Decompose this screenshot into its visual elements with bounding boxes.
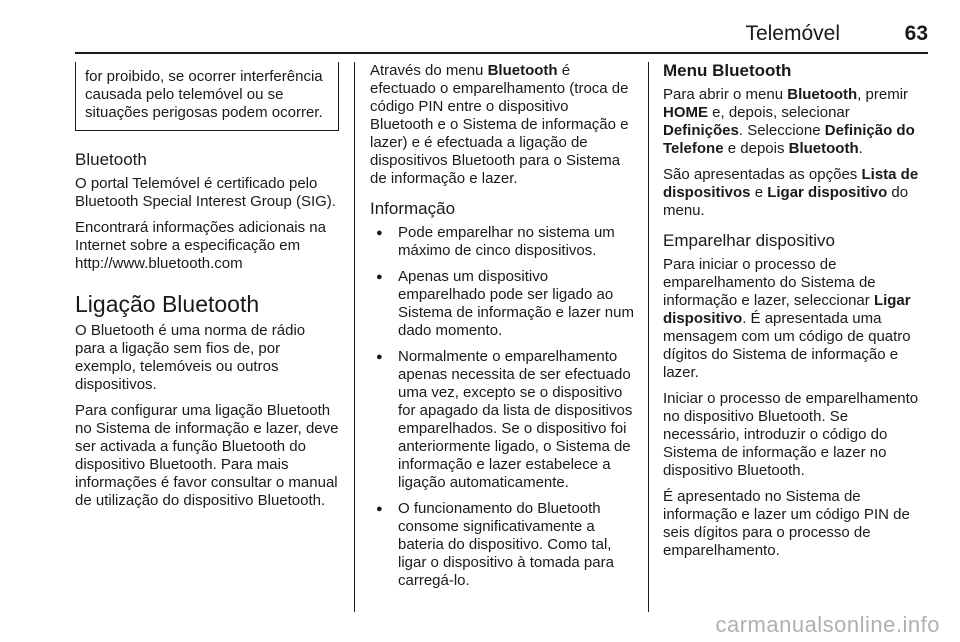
heading-ligacao-bluetooth: Ligação Bluetooth: [75, 291, 260, 317]
heading-emparelhar: Emparelhar dispositivo: [663, 231, 835, 250]
list-item: ● Apenas um dispositivo emparelhado pode ser ligado ao Sistema de informação e lazer num dado momento.: [370, 268, 634, 340]
heading-menu-bluetooth: Menu Bluetooth: [663, 61, 792, 80]
column-2: [370, 62, 634, 598]
paragraph-options: São apresentadas as opções Lista de dispositivos e Ligar dispositivo do menu.: [663, 166, 919, 219]
paragraph-certification: O portal Telemóvel é certificado pelo Bluetooth Special Interest Group (SIG).: [75, 175, 336, 210]
paragraph-device-pairing: Iniciar o processo de emparelhamento no dispositivo Bluetooth. Se necessário, introduzir o código do Sistema de informação e lazer no dispositivo Bluetooth.: [663, 390, 919, 479]
column-divider-1: [354, 62, 355, 612]
header-rule: [75, 52, 928, 54]
paragraph-bluetooth-norm: O Bluetooth é uma norma de rádio para a ligação sem fios de, por exemplo, telemóveis ou outros dispositivos.: [75, 322, 306, 393]
note-text: for proibido, se ocorrer interferência causada pelo telemóvel ou se situações perigosas podem ocorrer.: [85, 68, 323, 121]
page-number: 63: [904, 22, 928, 45]
note-box: [75, 62, 339, 131]
heading-bluetooth: Bluetooth: [75, 150, 147, 169]
watermark: carmanualsonline.info: [715, 612, 940, 637]
paragraph-open-menu: Para abrir o menu Bluetooth, premir HOME e, depois, selecionar Definições. Seleccione Definição do Telefone e depois Bluetooth.: [663, 86, 915, 157]
paragraph-pin-code: É apresentado no Sistema de informação e lazer um código PIN de seis dígitos para o processo de emparelhamento.: [663, 488, 910, 559]
paragraph-configure: Para configurar uma ligação Bluetooth no Sistema de informação e lazer, deve ser activada a função Bluetooth do dispositivo Bluetooth. Para mais informações é favor consultar o manual de utilização do dispositivo Bluetooth.: [75, 402, 339, 509]
page-header: [75, 22, 928, 52]
column-1: [75, 62, 339, 518]
list-item: ● O funcionamento do Bluetooth consome significativamente a bateria do dispositivo. Como tal, ligar o dispositivo à tomada para carregá-lo.: [370, 500, 634, 590]
page-title: Telemóvel: [745, 22, 840, 45]
heading-informacao: Informação: [370, 199, 456, 218]
column-divider-2: [648, 62, 649, 612]
list-item: ● Pode emparelhar no sistema um máximo de cinco dispositivos.: [370, 224, 634, 260]
column-3: [663, 62, 927, 568]
info-bullet-list: [370, 224, 634, 590]
paragraph-start-pairing: Para iniciar o processo de emparelhamento do Sistema de informação e lazer, seleccionar Ligar dispositivo. É apresentada uma mensagem com um código de quatro dígitos do Sistema de informação e lazer.: [663, 256, 911, 381]
list-item: ● Normalmente o emparelhamento apenas necessita de ser efectuado uma vez, excepto se o dispositivo for apagado da lista de dispositivos emparelhados. Se o dispositivo foi anteriormente ligado, o Sistema de informação e lazer estabelece a ligação automaticamente.: [370, 348, 634, 492]
paragraph-more-info: Encontrará informações adicionais na Internet sobre a especificação em http://www.bluetooth.com: [75, 219, 326, 272]
paragraph-bluetooth-menu: Através do menu Bluetooth é efectuado o emparelhamento (troca de código PIN entre o dispositivo Bluetooth e o Sistema de informação e lazer) e é efectuada a ligação de dispositivos Bluetooth para o Sistema de informação e lazer.: [370, 62, 629, 187]
